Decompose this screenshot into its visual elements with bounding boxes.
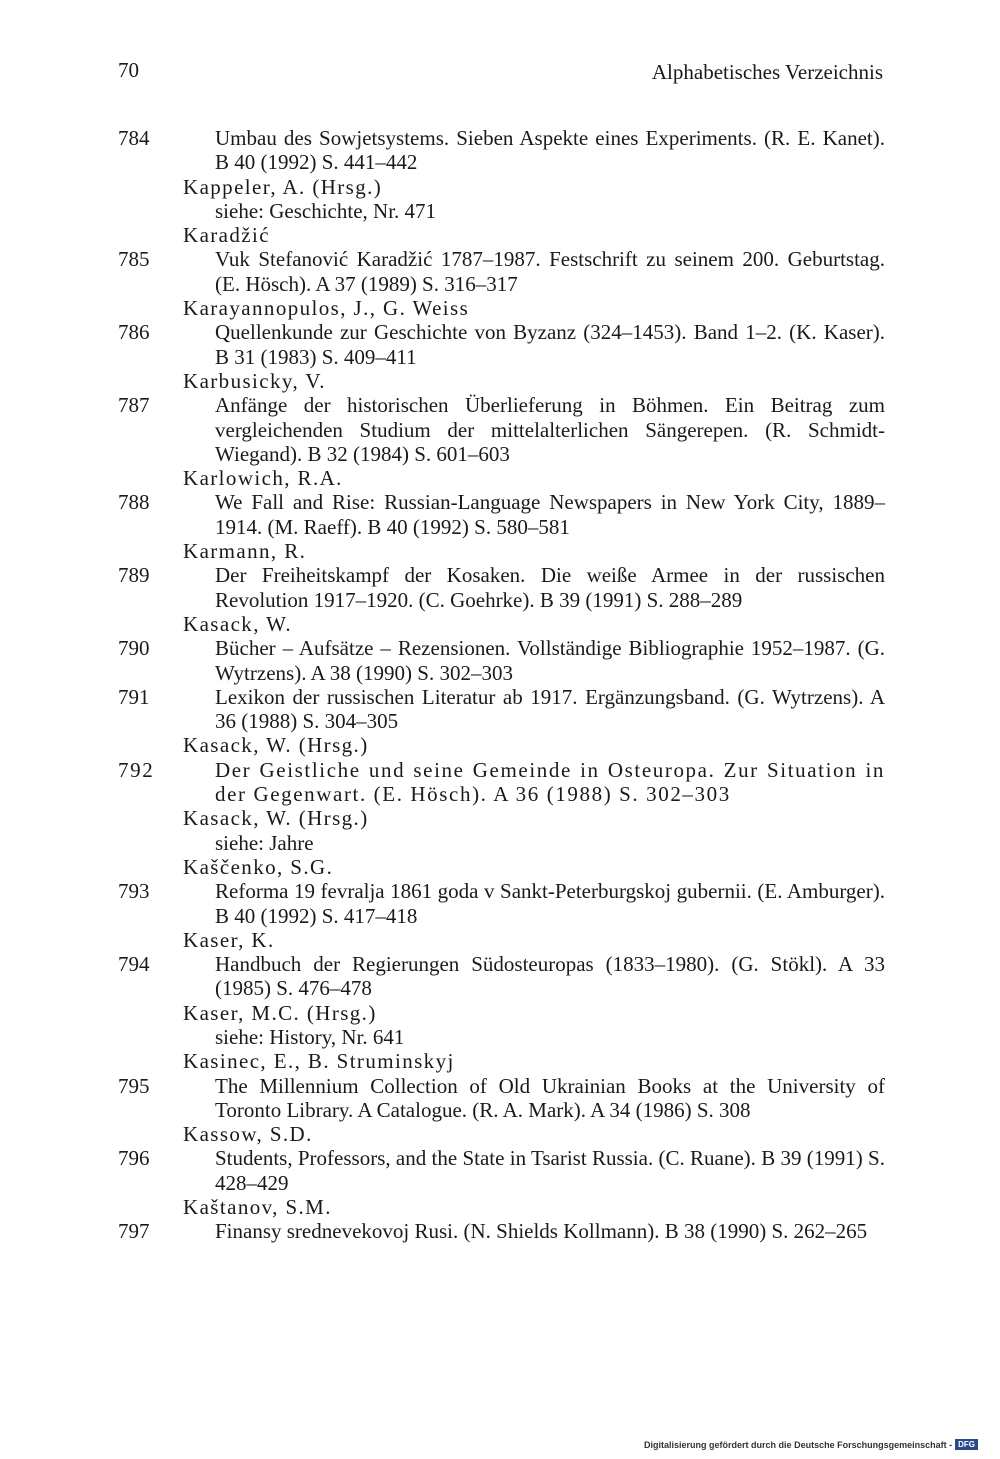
entry-number: 795 bbox=[118, 1073, 150, 1098]
entry-text: Finansy srednevekovoj Rusi. (N. Shields Kollmann). B 38 (1990) S. 262–265 bbox=[215, 1219, 868, 1244]
entry-number: 787 bbox=[118, 393, 150, 418]
entry-text: Der Freiheitskampf der Kosaken. Die weiße Armee in der russischen Revolution 1917–1920. (C. Goehrke). B 39 (1991) S. 288–289 bbox=[215, 563, 885, 612]
entry-number: 793 bbox=[118, 879, 150, 904]
page-header bbox=[118, 58, 883, 90]
entry-text: The Millennium Collection of Old Ukrainian Books at the University of Toronto Library. A Catalogue. (R. A. Mark). A 34 (1986) S. 308 bbox=[215, 1073, 885, 1122]
entry-text: Reforma 19 fevralja 1861 goda v Sankt-Peterburgskoj gubernii. (E. Amburger). B 40 (1992) S. 417–418 bbox=[215, 879, 885, 928]
cross-reference: siehe: Geschichte, Nr. 471 bbox=[215, 198, 437, 223]
author-heading: Kasack, W. bbox=[183, 611, 293, 636]
dfg-logo-icon: DFG bbox=[955, 1439, 978, 1450]
entry-number: 792 bbox=[118, 757, 155, 782]
entry-text: Vuk Stefanović Karadžić 1787–1987. Festschrift zu seinem 200. Geburtstag. (E. Hösch). A 37 (1989) S. 316–317 bbox=[215, 247, 885, 296]
cross-reference: siehe: History, Nr. 641 bbox=[215, 1024, 405, 1049]
entry-number: 789 bbox=[118, 563, 150, 588]
running-head: Alphabetisches Verzeichnis bbox=[651, 60, 883, 84]
entry-number: 790 bbox=[118, 636, 150, 661]
bibliography-entry bbox=[0, 636, 885, 685]
entry-number: 784 bbox=[118, 126, 150, 150]
bibliography-entry bbox=[0, 320, 885, 369]
entry-text: Der Geistliche und seine Gemeinde in Osteuropa. Zur Situation in der Gegenwart. (E. Hösch). A 36 (1988) S. 302–303 bbox=[215, 757, 885, 807]
author-heading: Kassow, S.D. bbox=[183, 1122, 313, 1147]
author-heading: Karayannopulos, J., G. Weiss bbox=[183, 296, 470, 321]
bibliography-entry bbox=[0, 952, 885, 1001]
author-heading: Kaser, M.C. (Hrsg.) bbox=[183, 1000, 377, 1025]
index-entries bbox=[0, 126, 1000, 1244]
author-heading: Kasinec, E., B. Struminskyj bbox=[183, 1049, 455, 1074]
entry-text: Lexikon der russischen Literatur ab 1917. Ergänzungsband. (G. Wytrzens). A 36 (1988) S. 304–305 bbox=[215, 684, 885, 734]
digitization-footer bbox=[644, 1439, 978, 1450]
footer-text: Digitalisierung gefördert durch die Deutsche Forschungsgemeinschaft - bbox=[644, 1439, 953, 1450]
bibliography-entry bbox=[0, 126, 885, 175]
author-heading: Kaštanov, S.M. bbox=[183, 1195, 332, 1220]
bibliography-entry bbox=[0, 393, 885, 466]
author-heading: Kasack, W. (Hrsg.) bbox=[183, 806, 369, 831]
entry-text: Students, Professors, and the State in Tsarist Russia. (C. Ruane). B 39 (1991) S. 428–429 bbox=[215, 1146, 885, 1195]
author-heading: Kaser, K. bbox=[183, 927, 275, 952]
author-heading: Karlowich, R.A. bbox=[183, 466, 343, 491]
entry-text: Anfänge der historischen Überlieferung in Böhmen. Ein Beitrag zum vergleichenden Studium der mittelalterlichen Sängerepen. (R. Schmidt-Wiegand). B 32 (1984) S. 601–603 bbox=[215, 393, 885, 466]
bibliography-entry bbox=[0, 1219, 885, 1243]
entry-number: 794 bbox=[118, 952, 150, 977]
entry-text: Quellenkunde zur Geschichte von Byzanz (324–1453). Band 1–2. (K. Kaser). B 31 (1983) S. 409–411 bbox=[215, 320, 885, 369]
author-heading: Kasack, W. (Hrsg.) bbox=[183, 733, 369, 758]
entry-number: 797 bbox=[118, 1219, 150, 1244]
cross-reference: siehe: Jahre bbox=[215, 830, 314, 855]
bibliography-entry bbox=[0, 563, 885, 612]
author-heading: Karbusicky, V. bbox=[183, 368, 326, 393]
page-number: 70 bbox=[118, 58, 139, 82]
entry-text: Handbuch der Regierungen Südosteuropas (1833–1980). (G. Stökl). A 33 (1985) S. 476–478 bbox=[215, 952, 885, 1001]
entry-text: Umbau des Sowjetsystems. Sieben Aspekte eines Experiments. (R. E. Kanet). B 40 (1992) S. 441–442 bbox=[215, 126, 885, 175]
bibliography-entry bbox=[0, 685, 885, 734]
author-heading: Karadžić bbox=[183, 223, 270, 248]
author-heading: Kappeler, A. (Hrsg.) bbox=[183, 174, 383, 199]
author-heading: Karmann, R. bbox=[183, 539, 307, 564]
bibliography-entry bbox=[0, 1146, 885, 1195]
bibliography-entry bbox=[0, 247, 885, 296]
bibliography-entry bbox=[0, 758, 885, 807]
bibliography-entry bbox=[0, 1074, 885, 1123]
entry-text: We Fall and Rise: Russian-Language Newspapers in New York City, 1889–1914. (M. Raeff). B 40 (1992) S. 580–581 bbox=[215, 490, 885, 539]
entry-text: Bücher – Aufsätze – Rezensionen. Vollständige Bibliographie 1952–1987. (G. Wytrzens). A 38 (1990) S. 302–303 bbox=[215, 636, 885, 685]
entry-number: 785 bbox=[118, 247, 150, 272]
entry-number: 786 bbox=[118, 320, 150, 345]
bibliography-entry bbox=[0, 879, 885, 928]
entry-number: 791 bbox=[118, 684, 150, 709]
entry-number: 796 bbox=[118, 1146, 150, 1171]
entry-number: 788 bbox=[118, 490, 150, 515]
bibliography-entry bbox=[0, 490, 885, 539]
author-heading: Kaščenko, S.G. bbox=[183, 854, 334, 879]
